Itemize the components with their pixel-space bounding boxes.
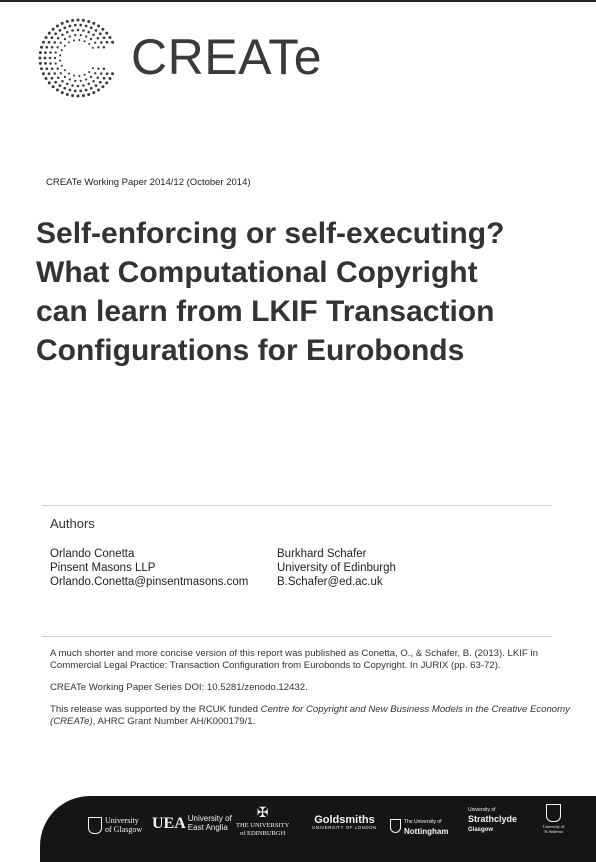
logo-dot bbox=[57, 37, 60, 40]
support-centre-name: Centre for Copyright and New Business Models in the Creative Economy (CREATe) bbox=[50, 704, 570, 727]
logo-dot bbox=[101, 85, 104, 88]
paper-title bbox=[36, 214, 576, 370]
logo-dot bbox=[82, 19, 85, 22]
logo-dot bbox=[66, 83, 69, 86]
logo-dot bbox=[66, 93, 69, 96]
author-block bbox=[277, 547, 396, 589]
uea-logo bbox=[152, 814, 232, 832]
logo-dot bbox=[103, 36, 106, 39]
strathclyde-line1: University of bbox=[468, 807, 496, 813]
logo-dot bbox=[59, 84, 62, 87]
logo-dot bbox=[92, 33, 95, 36]
logo-dot bbox=[90, 26, 93, 29]
logo-dot bbox=[59, 29, 62, 32]
nottingham-line1: The University of bbox=[404, 819, 442, 825]
logo-dot bbox=[78, 39, 80, 41]
logo-dot bbox=[54, 32, 57, 35]
logo-dot bbox=[66, 31, 69, 34]
nottingham-logo bbox=[390, 816, 448, 836]
logo-dot bbox=[100, 72, 103, 75]
author-name: Orlando Conetta bbox=[50, 548, 135, 560]
logo-dot bbox=[71, 84, 74, 87]
logo-dot bbox=[51, 77, 54, 80]
logo-dot bbox=[79, 90, 82, 93]
uea-mark: UEA bbox=[152, 814, 186, 832]
logo-dot bbox=[40, 46, 43, 49]
logo-dot bbox=[90, 76, 92, 78]
logo-dot bbox=[61, 91, 64, 94]
logo-dot bbox=[73, 75, 75, 77]
create-dotted-circle-icon bbox=[38, 18, 124, 104]
logo-dot bbox=[105, 81, 108, 84]
logo-dot bbox=[71, 29, 74, 32]
strathclyde-logo bbox=[468, 806, 517, 835]
logo-dot bbox=[84, 40, 86, 42]
logo-dot bbox=[85, 78, 87, 80]
authors-divider bbox=[42, 505, 552, 506]
logo-dot bbox=[92, 80, 95, 83]
logo-dot bbox=[95, 29, 98, 32]
logo-dot bbox=[79, 24, 82, 27]
logo-dot bbox=[45, 46, 48, 49]
strathclyde-line3: Glasgow bbox=[468, 827, 494, 833]
logo-dot bbox=[87, 83, 90, 86]
logo-dot bbox=[60, 72, 62, 74]
logo-dot bbox=[42, 72, 45, 75]
logo-dot bbox=[49, 51, 52, 54]
logo-dot bbox=[97, 25, 100, 28]
logo-dot bbox=[74, 34, 76, 36]
logo-dot bbox=[84, 74, 86, 76]
logo-dot bbox=[68, 41, 70, 43]
logo-dot bbox=[45, 77, 48, 80]
logo-dot bbox=[111, 41, 114, 44]
logo-dot bbox=[100, 41, 103, 44]
logo-dot bbox=[103, 67, 106, 70]
logo-dot bbox=[92, 67, 94, 69]
logo-dot bbox=[90, 38, 92, 40]
logo-dot bbox=[45, 36, 48, 39]
logo-dot bbox=[48, 81, 51, 84]
logo-dot bbox=[85, 89, 88, 92]
logo-dot bbox=[97, 77, 100, 80]
author-affiliation: University of Edinburgh bbox=[277, 562, 396, 574]
logo-dot bbox=[53, 41, 56, 44]
goldsmiths-sub: UNIVERSITY OF LONDON bbox=[312, 825, 377, 830]
logo-dot bbox=[87, 93, 90, 96]
logo-dot bbox=[73, 39, 75, 41]
saltire-icon: ✠ bbox=[256, 806, 269, 821]
logo-dot bbox=[95, 84, 98, 87]
logo-dot bbox=[54, 57, 56, 59]
support-prefix: This release was supported by the RCUK funded bbox=[50, 704, 261, 715]
standrews-line1: University of bbox=[543, 824, 565, 829]
logo-dot bbox=[42, 41, 45, 44]
logo-dot bbox=[88, 43, 90, 45]
title-line: can learn from LKIF Transaction bbox=[36, 295, 495, 328]
logo-dot bbox=[94, 42, 96, 44]
logo-dot bbox=[55, 51, 57, 53]
logo-dot bbox=[40, 67, 43, 70]
author-email: B.Schafer@ed.ac.uk bbox=[277, 576, 383, 588]
logo-dot bbox=[56, 46, 58, 48]
goldsmiths-name: Goldsmiths bbox=[314, 814, 375, 826]
logo-dot bbox=[71, 19, 74, 22]
logo-dot bbox=[61, 80, 64, 83]
logo-dot bbox=[44, 57, 47, 60]
logo-dot bbox=[45, 67, 48, 70]
logo-dot bbox=[59, 60, 61, 62]
logo-dot bbox=[87, 31, 90, 34]
logo-dot bbox=[74, 80, 76, 82]
logo-dot bbox=[80, 80, 82, 82]
edinburgh-line1: THE UNIVERSITY bbox=[236, 822, 290, 829]
logo-dot bbox=[82, 84, 85, 87]
logo-dot bbox=[44, 51, 47, 54]
logo-dot bbox=[61, 65, 63, 67]
glasgow-line1: University bbox=[105, 816, 139, 825]
logo-dot bbox=[85, 25, 88, 28]
logo-dot bbox=[39, 51, 42, 54]
uea-line1: University of bbox=[187, 814, 232, 823]
uea-line2: East Anglia bbox=[187, 823, 228, 832]
logo-dot bbox=[88, 71, 90, 73]
logo-dot bbox=[56, 88, 59, 91]
logo-dot bbox=[80, 34, 82, 36]
logo-dot bbox=[103, 77, 106, 80]
logo-dot bbox=[106, 41, 109, 44]
logo-dot bbox=[77, 85, 80, 88]
logo-dot bbox=[52, 28, 55, 31]
logo-dot bbox=[92, 22, 95, 25]
logo-dot bbox=[61, 22, 64, 25]
logo-dot bbox=[77, 95, 80, 98]
logo-dot bbox=[68, 73, 70, 75]
nottingham-line2: Nottingham bbox=[404, 827, 449, 836]
logo-dot bbox=[85, 35, 87, 37]
glasgow-logo bbox=[88, 816, 142, 834]
top-rule bbox=[0, 0, 596, 2]
logo-dot bbox=[55, 62, 57, 64]
logo-dot bbox=[57, 77, 60, 80]
paper-notes bbox=[50, 648, 570, 738]
logo-dot bbox=[99, 32, 102, 35]
logo-dot bbox=[108, 36, 111, 39]
logo-dot bbox=[97, 68, 99, 70]
edinburgh-line2: of EDINBURGH bbox=[239, 830, 286, 837]
create-logo bbox=[38, 18, 323, 104]
support-note bbox=[50, 704, 570, 728]
logo-dot bbox=[52, 85, 55, 88]
logo-dot bbox=[49, 57, 52, 60]
logo-dot bbox=[111, 72, 114, 75]
logo-dot bbox=[63, 87, 66, 90]
crest-icon bbox=[88, 817, 102, 834]
doi-note: CREATe Working Paper Series DOI: 10.5281/zenodo.12432. bbox=[50, 682, 308, 693]
logo-dot bbox=[94, 72, 96, 74]
title-line: Self-enforcing or self-executing? bbox=[36, 217, 505, 250]
glasgow-line2: of Glasgow bbox=[105, 825, 143, 834]
logo-dot bbox=[64, 76, 66, 78]
title-line: What Computational Copyright bbox=[36, 256, 478, 289]
logo-dot bbox=[82, 94, 85, 97]
standrews-logo bbox=[543, 804, 564, 834]
logo-dot bbox=[92, 47, 94, 49]
logo-dot bbox=[61, 33, 64, 36]
logo-dot bbox=[49, 62, 52, 65]
author-block bbox=[50, 547, 248, 589]
logo-dot bbox=[74, 24, 77, 27]
logo-dot bbox=[64, 38, 66, 40]
logo-dot bbox=[60, 42, 62, 44]
logo-dot bbox=[97, 46, 99, 48]
logo-dot bbox=[69, 89, 72, 92]
partner-logos-footer bbox=[40, 796, 596, 862]
logo-dot bbox=[87, 20, 90, 23]
logo-dot bbox=[69, 35, 71, 37]
logo-dot bbox=[97, 88, 100, 91]
edinburgh-logo bbox=[236, 806, 289, 838]
notes-divider bbox=[42, 636, 552, 637]
logo-dot bbox=[77, 29, 80, 32]
logo-dot bbox=[51, 46, 54, 49]
title-line: Configurations for Eurobonds bbox=[36, 334, 465, 367]
author-name: Burkhard Schafer bbox=[277, 548, 367, 560]
logo-dot bbox=[56, 68, 58, 70]
logo-dot bbox=[48, 32, 51, 35]
logo-dot bbox=[78, 75, 80, 77]
logo-dot bbox=[51, 67, 54, 70]
logo-dot bbox=[103, 46, 106, 49]
logo-dot bbox=[59, 54, 61, 56]
support-suffix: , AHRC Grant Number AH/K000179/1. bbox=[92, 716, 256, 727]
logo-dot bbox=[56, 25, 59, 28]
logo-dot bbox=[64, 69, 66, 71]
author-affiliation: Pinsent Masons LLP bbox=[50, 562, 156, 574]
logo-dot bbox=[51, 36, 54, 39]
working-paper-line: CREATe Working Paper 2014/12 (October 2014) bbox=[46, 177, 251, 188]
logo-dot bbox=[69, 25, 72, 28]
logo-dot bbox=[63, 26, 66, 29]
logo-dot bbox=[48, 72, 51, 75]
logo-wordmark: CREATe bbox=[131, 29, 323, 85]
authors-heading: Authors bbox=[50, 516, 95, 531]
logo-dot bbox=[66, 20, 69, 23]
logo-dot bbox=[39, 62, 42, 65]
logo-dot bbox=[105, 32, 108, 35]
goldsmiths-logo bbox=[312, 816, 377, 830]
logo-dot bbox=[82, 29, 85, 32]
logo-dot bbox=[77, 19, 80, 22]
crest-icon bbox=[546, 804, 561, 822]
author-email: Orlando.Conetta@pinsentmasons.com bbox=[50, 576, 249, 588]
logo-dot bbox=[53, 72, 56, 75]
logo-dot bbox=[106, 72, 109, 75]
crest-icon bbox=[390, 819, 401, 833]
logo-dot bbox=[90, 87, 93, 90]
logo-dot bbox=[99, 81, 102, 84]
logo-dot bbox=[108, 77, 111, 80]
logo-dot bbox=[74, 90, 77, 93]
logo-dot bbox=[44, 62, 47, 65]
logo-dot bbox=[54, 81, 57, 84]
logo-dot bbox=[101, 28, 104, 31]
logo-dot bbox=[61, 49, 63, 51]
standrews-line2: St Andrews bbox=[544, 829, 563, 834]
publication-note: A much shorter and more concise version of this report was published as Conetta, O., & Schafer, B. (2013). LKIF in Commercial Legal Practice: Transaction Configuration from Eurobonds to Copyright. In JURIX (pp. 63-72). bbox=[50, 648, 538, 671]
logo-dot bbox=[71, 94, 74, 97]
logo-dot bbox=[64, 45, 66, 47]
logo-dot bbox=[69, 78, 71, 80]
logo-dot bbox=[39, 57, 42, 60]
logo-dot bbox=[48, 41, 51, 44]
logo-dot bbox=[97, 37, 100, 40]
strathclyde-line2: Strathclyde bbox=[468, 814, 518, 824]
logo-dot bbox=[92, 91, 95, 94]
